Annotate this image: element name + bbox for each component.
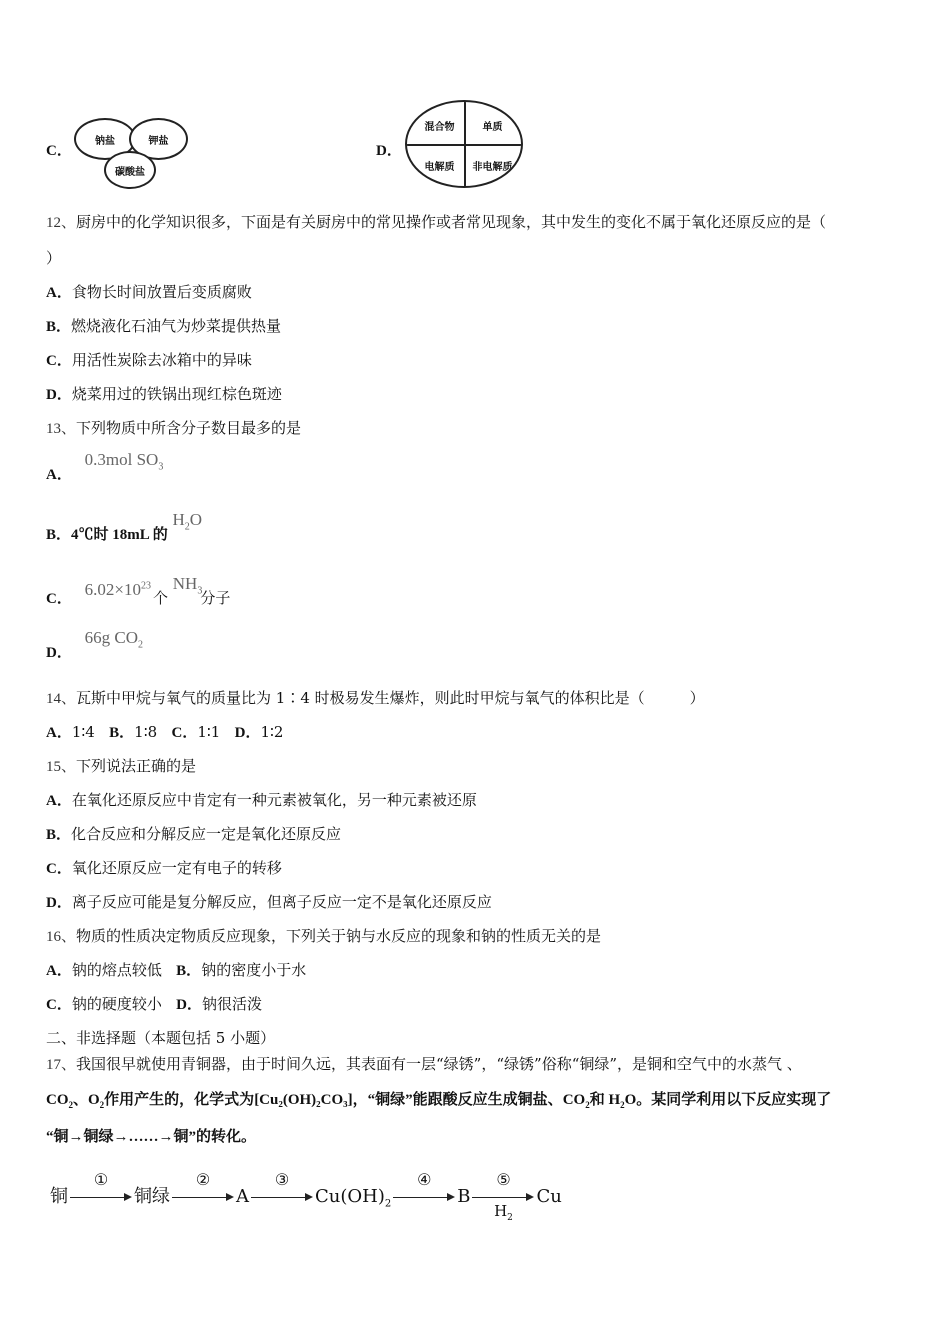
q11-option-d-quadrant-diagram <box>405 100 523 188</box>
q13-option-c: C． $6.02\times 10^{23}$个 $NH_3$分子 <box>46 573 231 607</box>
q12-option-d: D．烧菜用过的铁锅出现红棕色斑迹 <box>46 385 282 403</box>
q12-stem-close: ） <box>46 249 62 267</box>
reaction-arrow-3: ③ <box>251 1172 313 1222</box>
venn-oval-carbonate: 碳酸盐 <box>104 151 156 189</box>
q13-option-b: B．4℃时 18mL 的 $H_2O$ <box>46 510 203 543</box>
quadrant-non-electrolyte: 非电解质 <box>472 161 513 173</box>
reagent-h2: $H_2$ <box>494 1202 513 1223</box>
q13-option-d: D． 66g $CO_2$ <box>46 628 143 661</box>
q12-option-c: C．用活性炭除去冰箱中的异味 <box>46 351 252 369</box>
formula-h2o: $H_2O$ <box>172 510 203 533</box>
scheme-node-a: A <box>236 1186 249 1207</box>
q14-stem: 14、瓦斯中甲烷与氧气的质量比为 1∶4 时极易发生爆炸，则此时甲烷与氧气的体积比是（ ） <box>46 689 705 707</box>
q13-option-a: A． 0.3mol $SO_3$ <box>46 450 164 483</box>
q17-stem-line2: $CO_2$、$O_2$作用产生的，化学式为[Cu₂(OH)₂CO₃]，“铜绿”能跟酸反应生成铜盐、$CO_2$和 $H_2O$。某同学利用以下反应实现了 <box>46 1092 832 1110</box>
quadrant-electrolyte: 电解质 <box>424 161 455 173</box>
q17-stem-line3: “铜→铜绿→……→铜”的转化。 <box>46 1129 257 1145</box>
scheme-node-cu: Cu <box>536 1186 562 1207</box>
q15-option-b: B．化合反应和分解反应一定是氧化还原反应 <box>46 825 342 843</box>
reaction-arrow-4: ④ <box>393 1172 455 1222</box>
q15-option-c: C．氧化还原反应一定有电子的转移 <box>46 859 282 877</box>
q16-stem: 16、物质的性质决定物质反应现象，下列关于钠与水反应的现象和钠的性质无关的是 <box>46 927 602 945</box>
q15-stem: 15、下列说法正确的是 <box>46 757 197 775</box>
q12-option-b: B．燃烧液化石油气为炒菜提供热量 <box>46 317 282 335</box>
q16-options-cd: C．钠的硬度较小 D．钠很活泼 <box>46 995 263 1013</box>
venn-oval-sodium-salt: 钠盐 <box>74 118 136 160</box>
section-heading-non-choice: 二、非选择题（本题包括 5 小题） <box>46 1029 276 1047</box>
reaction-arrow-5: ⑤ $H_2$ <box>472 1172 534 1222</box>
venn-oval-potassium-salt: 钾盐 <box>129 118 188 160</box>
q11-option-c-label: C． <box>46 143 72 159</box>
reaction-arrow-2: ② <box>172 1172 234 1222</box>
formula-avogadro: $6.02\times 10^{23}$ <box>84 579 151 599</box>
formula-co2: 66g $CO_2$ <box>84 628 143 651</box>
quadrant-element: 单质 <box>482 121 503 133</box>
q11-option-c-venn-diagram <box>74 115 189 190</box>
q15-option-a: A．在氧化还原反应中肯定有一种元素被氧化，另一种元素被还原 <box>46 791 477 809</box>
q15-option-d: D．离子反应可能是复分解反应，但离子反应一定不是氧化还原反应 <box>46 893 492 911</box>
q17-reaction-scheme <box>50 1172 562 1228</box>
q16-options-ab: A．钠的熔点较低 B．钠的密度小于水 <box>46 961 307 979</box>
q13-stem: 13、下列物质中所含分子数目最多的是 <box>46 419 302 437</box>
formula-so3: 0.3mol $SO_3$ <box>84 450 164 473</box>
scheme-node-verdigris: 铜绿 <box>134 1186 170 1207</box>
scheme-node-copper-hydroxide: $Cu(OH)_2$ <box>315 1186 392 1210</box>
formula-nh3: $NH_3$ <box>172 573 203 597</box>
q12-number: 12、 <box>46 215 77 231</box>
reaction-arrow-1: ① <box>70 1172 132 1222</box>
q17-stem-line1: 17、我国很早就使用青铜器，由于时间久远，其表面有一层“绿锈”，“绿锈”俗称“铜绿”，是铜和空气中的水蒸气 、 <box>46 1055 802 1073</box>
quadrant-mixture: 混合物 <box>424 121 455 133</box>
q12-option-a: A．食物长时间放置后变质腐败 <box>46 283 252 301</box>
formula-basic-copper-carbonate: [Cu₂(OH)₂CO₃] <box>254 1092 353 1108</box>
q12-stem: 12、厨房中的化学知识很多，下面是有关厨房中的常见操作或者常见现象，其中发生的变化不属于氧化还原反应的是（ <box>46 213 827 231</box>
q14-options: A．1∶4 B．1∶8 C．1∶1 D．1∶2 <box>46 723 284 741</box>
scheme-node-copper: 铜 <box>50 1186 68 1207</box>
scheme-node-b: B <box>457 1186 471 1207</box>
q11-option-d-label: D． <box>376 143 402 159</box>
